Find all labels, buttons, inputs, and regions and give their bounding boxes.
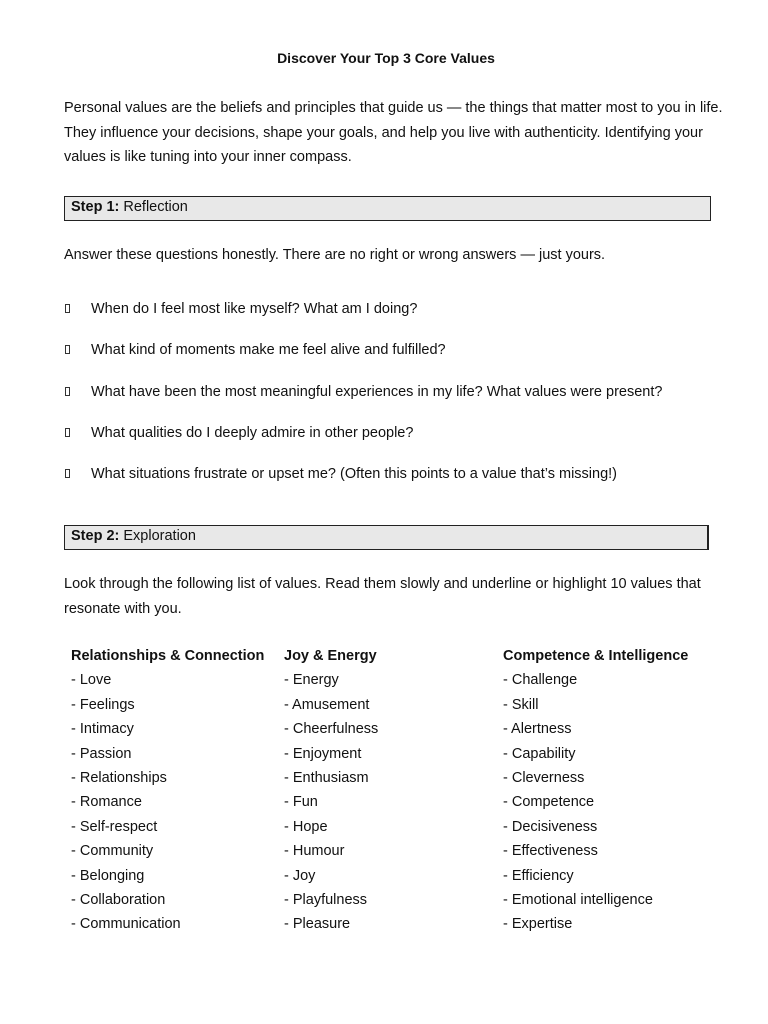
document-title: Discover Your Top 3 Core Values [277, 50, 495, 66]
value-item: - Challenge [503, 672, 578, 689]
value-item: - Fun [284, 794, 318, 811]
question-item [64, 423, 724, 464]
value-item: - Alertness [503, 721, 572, 738]
value-item: - Amusement [284, 696, 370, 713]
step2-instructions: Look through the following list of values. Read them slowly and underline or highlight 10 values that resonate with you. [64, 576, 701, 617]
values-column-joy-energy [284, 646, 378, 939]
value-item: - Cheerfulness [284, 721, 379, 738]
value-item: - Capability [503, 745, 576, 762]
question-text: What qualities do I deeply admire in other people? [91, 424, 414, 441]
value-item: - Communication [71, 916, 181, 933]
value-item: - Enjoyment [284, 745, 362, 762]
value-item: - Expertise [503, 916, 573, 933]
value-item: - Self-respect [71, 818, 158, 835]
value-item: - Efficiency [503, 867, 574, 884]
value-item: - Joy [284, 867, 316, 884]
question-item [64, 340, 724, 381]
value-item: - Cleverness [503, 769, 585, 786]
question-text: When do I feel most like myself? What am I doing? [91, 301, 418, 317]
value-item: - Belonging [71, 867, 145, 884]
value-item: - Emotional intelligence [503, 891, 653, 908]
value-item: - Love [71, 672, 112, 689]
step1-header [64, 196, 711, 221]
value-item: - Romance [71, 794, 142, 811]
step1-instructions: Answer these questions honestly. There are no right or wrong answers — just yours. [64, 247, 606, 263]
question-item [64, 464, 724, 505]
question-text: What have been the most meaningful experiences in my life? What values were present? [91, 383, 663, 400]
step1-name: Reflection [123, 199, 188, 215]
step2-header [64, 525, 709, 550]
value-item: - Energy [284, 672, 339, 689]
values-column-competence [503, 646, 688, 939]
intro-paragraph: Personal values are the beliefs and principles that guide us — the things that matter most to you in life. They influence your decisions, shape your goals, and help you live with authenticity. Identifying your values is like tuning into your inner compass. [64, 100, 723, 165]
value-item: - Competence [503, 794, 595, 811]
value-item: - Intimacy [71, 721, 134, 738]
question-item [64, 299, 724, 340]
column-heading: Joy & Energy [284, 648, 377, 664]
bullet-box-icon [65, 469, 70, 478]
value-item: - Effectiveness [503, 843, 598, 860]
question-text: What situations frustrate or upset me? (Often this points to a value that’s missing!) [91, 466, 618, 483]
value-item: - Community [71, 843, 154, 860]
value-item: - Decisiveness [503, 818, 598, 835]
question-item [64, 382, 724, 423]
value-item: - Skill [503, 696, 539, 713]
value-item: - Feelings [71, 696, 135, 713]
bullet-box-icon [65, 345, 70, 354]
column-heading: Relationships & Connection [71, 648, 265, 664]
bullet-box-icon [65, 387, 70, 396]
value-item: - Humour [284, 843, 345, 860]
value-item: - Enthusiasm [284, 769, 369, 786]
value-item: - Playfulness [284, 891, 368, 908]
value-item: - Collaboration [71, 891, 166, 908]
reflection-question-list [64, 299, 724, 505]
value-item: - Passion [71, 745, 132, 762]
value-item: - Hope [284, 818, 328, 835]
step1-label: Step 1: [71, 199, 120, 215]
bullet-box-icon [65, 304, 70, 313]
column-heading: Competence & Intelligence [503, 648, 689, 664]
step2-label: Step 2: [71, 528, 120, 544]
bullet-box-icon [65, 428, 70, 437]
step2-name: Exploration [123, 528, 196, 544]
values-column-relationships [71, 646, 264, 939]
value-item: - Relationships [71, 769, 167, 786]
question-text: What kind of moments make me feel alive and fulfilled? [91, 342, 446, 359]
value-item: - Pleasure [284, 916, 351, 933]
